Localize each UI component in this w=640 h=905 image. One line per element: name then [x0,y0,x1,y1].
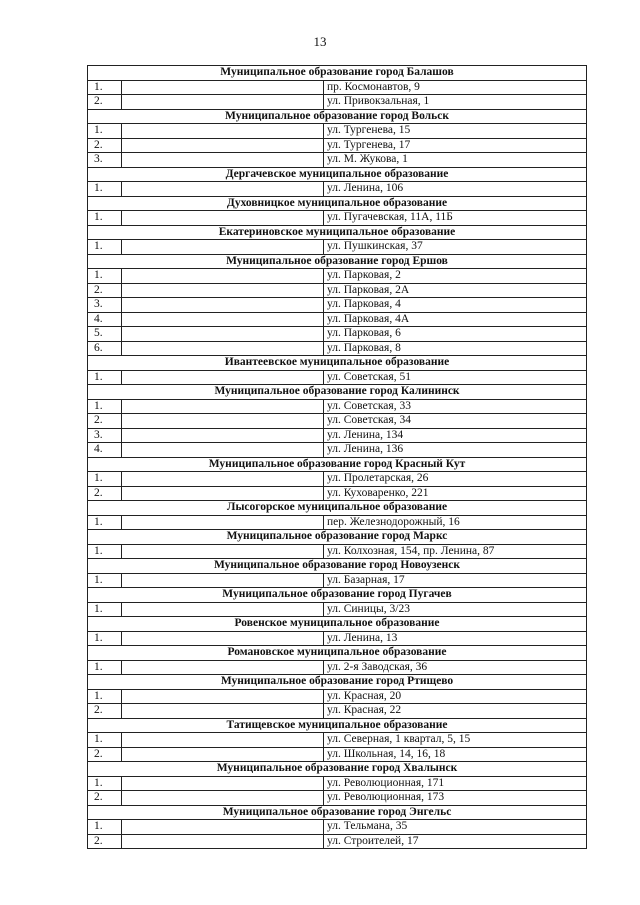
address-cell: ул. Красная, 20 [324,689,587,704]
section-header-row [88,805,587,820]
row-number: 3. [88,153,122,168]
table-row [88,776,587,791]
table-row [88,443,587,458]
address-cell: ул. Ленина, 136 [324,443,587,458]
address-cell: ул. Синицы, 3/23 [324,602,587,617]
empty-cell [122,472,324,487]
section-header-row [88,646,587,661]
table-row [88,791,587,806]
empty-cell [122,269,324,284]
address-cell: пр. Космонавтов, 9 [324,80,587,95]
address-cell: ул. Революционная, 173 [324,791,587,806]
row-number: 1. [88,370,122,385]
table-row [88,472,587,487]
table-row [88,733,587,748]
address-cell: ул. Парковая, 4 [324,298,587,313]
row-number: 1. [88,211,122,226]
section-title: Муниципальное образование город Ртищево [88,675,587,690]
section-title: Муниципальное образование город Калининск [88,385,587,400]
address-cell: ул. Ленина, 106 [324,182,587,197]
row-number: 2. [88,95,122,110]
section-header-row [88,356,587,371]
table-row [88,182,587,197]
empty-cell [122,602,324,617]
section-header-row [88,66,587,81]
section-title: Муниципальное образование город Хвалынск [88,762,587,777]
section-title: Муниципальное образование город Энгельс [88,805,587,820]
section-title: Муниципальное образование город Пугачев [88,588,587,603]
table-row [88,428,587,443]
section-title: Муниципальное образование город Балашов [88,66,587,81]
address-cell: ул. Привокзальная, 1 [324,95,587,110]
table-row [88,341,587,356]
empty-cell [122,124,324,139]
address-table-body [88,66,587,849]
row-number: 2. [88,747,122,762]
table-row [88,704,587,719]
table-row [88,631,587,646]
section-title: Ивантеевское муниципальное образование [88,356,587,371]
table-row [88,414,587,429]
section-header-row [88,109,587,124]
row-number: 1. [88,631,122,646]
empty-cell [122,80,324,95]
section-header-row [88,385,587,400]
address-cell: ул. Советская, 33 [324,399,587,414]
row-number: 1. [88,689,122,704]
address-cell: ул. Пушкинская, 37 [324,240,587,255]
table-row [88,80,587,95]
row-number: 1. [88,776,122,791]
empty-cell [122,341,324,356]
row-number: 1. [88,240,122,255]
address-cell: ул. Школьная, 14, 16, 18 [324,747,587,762]
table-row [88,602,587,617]
table-row [88,153,587,168]
empty-cell [122,153,324,168]
empty-cell [122,631,324,646]
row-number: 1. [88,399,122,414]
empty-cell [122,298,324,313]
table-row [88,573,587,588]
address-cell: ул. Революционная, 171 [324,776,587,791]
table-row [88,124,587,139]
address-cell: ул. Советская, 34 [324,414,587,429]
address-cell: ул. Тургенева, 15 [324,124,587,139]
address-cell: ул. 2-я Заводская, 36 [324,660,587,675]
row-number: 1. [88,124,122,139]
row-number: 2. [88,138,122,153]
section-title: Романовское муниципальное образование [88,646,587,661]
section-header-row [88,559,587,574]
empty-cell [122,704,324,719]
row-number: 2. [88,704,122,719]
table-row [88,138,587,153]
empty-cell [122,414,324,429]
table-row [88,240,587,255]
section-header-row [88,196,587,211]
row-number: 1. [88,660,122,675]
section-title: Муниципальное образование город Новоузенск [88,559,587,574]
empty-cell [122,370,324,385]
address-cell: ул. Колхозная, 154, пр. Ленина, 87 [324,544,587,559]
section-title: Екатериновское муниципальное образование [88,225,587,240]
empty-cell [122,240,324,255]
row-number: 1. [88,182,122,197]
section-title: Ровенское муниципальное образование [88,617,587,632]
address-cell: ул. Парковая, 2А [324,283,587,298]
address-cell: ул. Парковая, 8 [324,341,587,356]
empty-cell [122,428,324,443]
section-header-row [88,762,587,777]
address-cell: ул. Красная, 22 [324,704,587,719]
table-row [88,660,587,675]
row-number: 2. [88,283,122,298]
table-row [88,399,587,414]
row-number: 1. [88,515,122,530]
row-number: 1. [88,269,122,284]
row-number: 1. [88,80,122,95]
section-title: Муниципальное образование город Ершов [88,254,587,269]
section-title: Духовницкое муниципальное образование [88,196,587,211]
address-cell: ул. Тургенева, 17 [324,138,587,153]
table-row [88,95,587,110]
address-cell: ул. Парковая, 4А [324,312,587,327]
empty-cell [122,486,324,501]
table-row [88,689,587,704]
section-header-row [88,617,587,632]
row-number: 3. [88,298,122,313]
empty-cell [122,443,324,458]
section-header-row [88,501,587,516]
table-row [88,327,587,342]
table-row [88,312,587,327]
row-number: 1. [88,472,122,487]
section-header-row [88,167,587,182]
empty-cell [122,776,324,791]
table-row [88,486,587,501]
section-title: Дергачевское муниципальное образование [88,167,587,182]
table-row [88,370,587,385]
section-title: Лысогорское муниципальное образование [88,501,587,516]
table-row [88,211,587,226]
address-cell: ул. Ленина, 13 [324,631,587,646]
empty-cell [122,544,324,559]
address-table [87,65,587,849]
row-number: 2. [88,486,122,501]
section-title: Муниципальное образование город Вольск [88,109,587,124]
section-header-row [88,588,587,603]
section-header-row [88,225,587,240]
table-row [88,515,587,530]
row-number: 3. [88,428,122,443]
row-number: 1. [88,544,122,559]
address-cell: ул. Строителей, 17 [324,834,587,849]
row-number: 1. [88,820,122,835]
empty-cell [122,747,324,762]
empty-cell [122,283,324,298]
empty-cell [122,820,324,835]
empty-cell [122,95,324,110]
address-cell: ул. Советская, 51 [324,370,587,385]
empty-cell [122,733,324,748]
section-header-row [88,718,587,733]
empty-cell [122,312,324,327]
row-number: 4. [88,312,122,327]
address-cell: ул. Парковая, 6 [324,327,587,342]
table-row [88,747,587,762]
section-header-row [88,675,587,690]
table-row [88,834,587,849]
empty-cell [122,327,324,342]
row-number: 2. [88,414,122,429]
address-cell: ул. Пролетарская, 26 [324,472,587,487]
row-number: 2. [88,834,122,849]
section-header-row [88,457,587,472]
empty-cell [122,660,324,675]
empty-cell [122,573,324,588]
row-number: 2. [88,791,122,806]
row-number: 1. [88,733,122,748]
empty-cell [122,834,324,849]
page-number: 13 [313,34,327,49]
empty-cell [122,515,324,530]
empty-cell [122,689,324,704]
row-number: 1. [88,573,122,588]
section-title: Муниципальное образование город Маркс [88,530,587,545]
address-cell: ул. Базарная, 17 [324,573,587,588]
address-cell: ул. Куховаренко, 221 [324,486,587,501]
table-row [88,269,587,284]
section-header-row [88,530,587,545]
row-number: 1. [88,602,122,617]
address-cell: ул. Парковая, 2 [324,269,587,284]
empty-cell [122,182,324,197]
empty-cell [122,791,324,806]
table-row [88,544,587,559]
address-cell: ул. Ленина, 134 [324,428,587,443]
empty-cell [122,211,324,226]
empty-cell [122,138,324,153]
row-number: 4. [88,443,122,458]
table-row [88,283,587,298]
address-cell: пер. Железнодорожный, 16 [324,515,587,530]
row-number: 5. [88,327,122,342]
address-cell: ул. Северная, 1 квартал, 5, 15 [324,733,587,748]
table-row [88,298,587,313]
address-cell: ул. Пугачевская, 11А, 11Б [324,211,587,226]
address-cell: ул. Тельмана, 35 [324,820,587,835]
section-header-row [88,254,587,269]
section-title: Муниципальное образование город Красный Кут [88,457,587,472]
row-number: 6. [88,341,122,356]
address-cell: ул. М. Жукова, 1 [324,153,587,168]
empty-cell [122,399,324,414]
section-title: Татищевское муниципальное образование [88,718,587,733]
table-row [88,820,587,835]
